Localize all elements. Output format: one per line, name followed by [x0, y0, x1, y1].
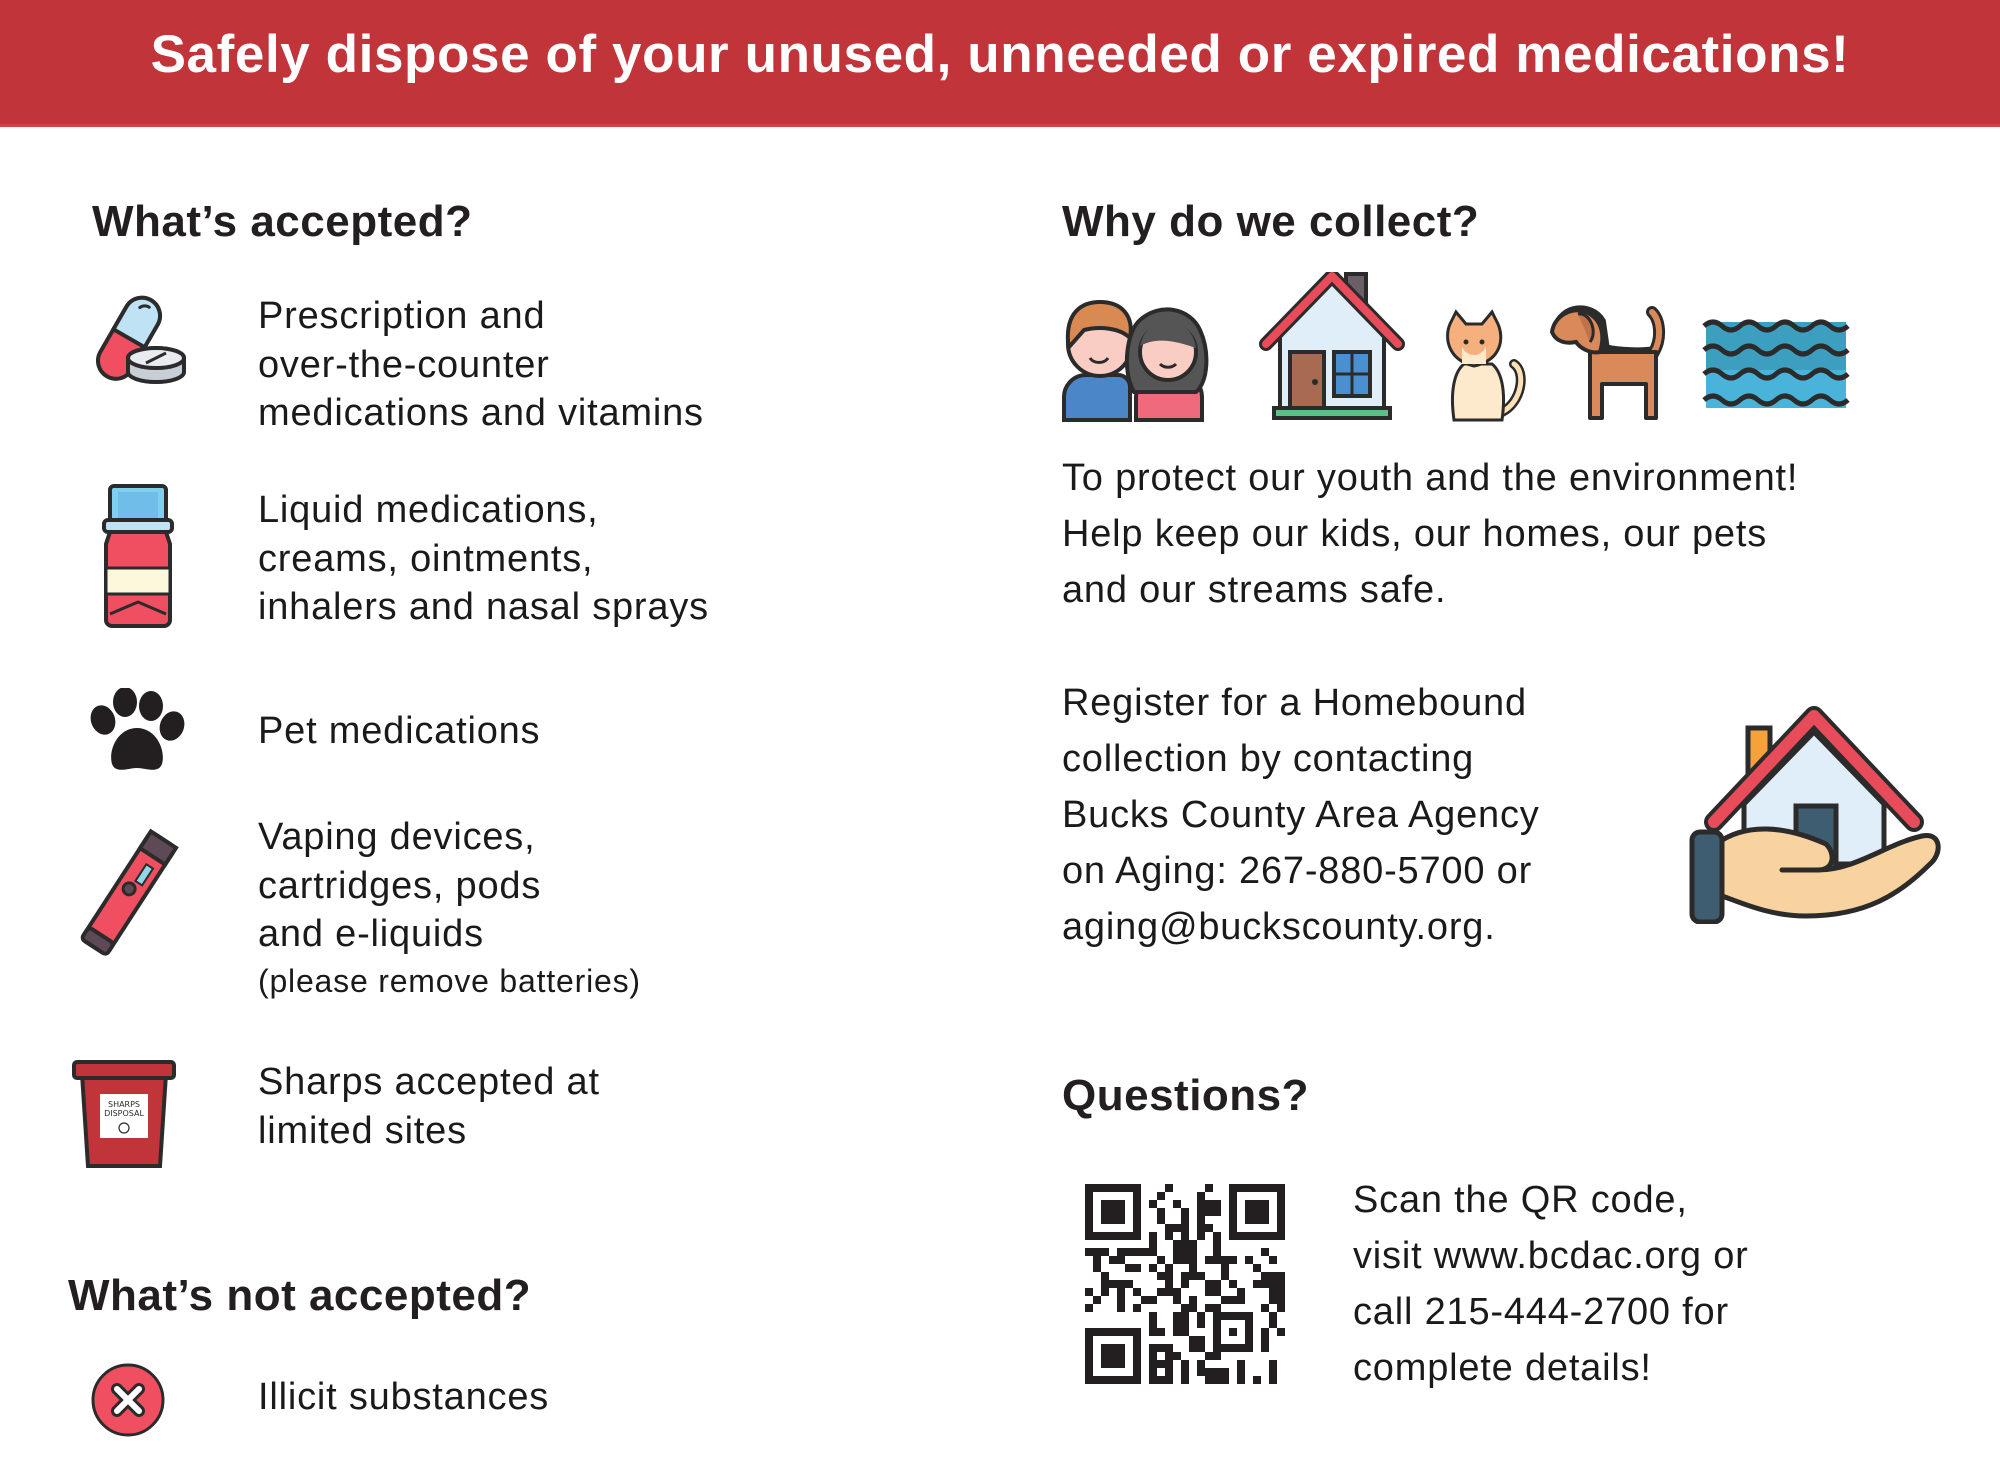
sharps-container-icon — [72, 1058, 176, 1170]
pills-icon — [88, 292, 188, 388]
why-icons-row — [1060, 272, 1860, 422]
why-paragraph: To protect our youth and the environment! Help keep our kids, our homes, our pets and our streams safe. — [1062, 457, 1799, 611]
homebound-paragraph: Register for a Homebound collection by contacting Bucks County Area Agency on Aging: 267-880-5700 or aging@buckscounty.org. — [1062, 682, 1540, 948]
x-circle-icon — [90, 1362, 166, 1438]
svg-text:DISPOSAL: DISPOSAL — [104, 1109, 144, 1118]
header-banner — [0, 0, 2000, 127]
accepted-item-pet-medications: Pet medications — [258, 710, 541, 752]
banner-title: Safely dispose of your unused, unneeded or expired medications! — [150, 25, 1850, 84]
questions-heading: Questions? — [1062, 1071, 1310, 1120]
why-collect-heading: Why do we collect? — [1062, 197, 1480, 246]
liquid-bottle-icon — [100, 484, 176, 628]
whats-accepted-heading: What’s accepted? — [92, 197, 473, 246]
svg-text:SHARPS: SHARPS — [107, 1100, 141, 1109]
whats-not-accepted-heading: What’s not accepted? — [68, 1271, 532, 1320]
qr-code-icon[interactable] — [1085, 1184, 1285, 1384]
battery-note: (please remove batteries) — [258, 962, 641, 999]
house-icon — [1266, 274, 1398, 418]
house-in-hand-icon — [1686, 694, 1942, 924]
accepted-item-liquids: Liquid medications, creams, ointments, inhalers and nasal sprays — [258, 489, 709, 628]
dog-icon — [1552, 310, 1659, 418]
not-accepted-item-illicit: Illicit substances — [258, 1376, 550, 1418]
accepted-item-prescriptions: Prescription and over-the-counter medications and vitamins — [258, 295, 704, 434]
accepted-item-sharps: Sharps accepted at limited sites — [258, 1061, 600, 1152]
water-icon — [1704, 322, 1848, 408]
paw-icon — [88, 688, 186, 774]
questions-paragraph: Scan the QR code, visit www.bcdac.org or call 215-444-2700 for complete details! — [1353, 1179, 1749, 1389]
vape-pen-icon — [72, 826, 188, 960]
kids-icon — [1064, 302, 1206, 420]
accepted-item-vaping: Vaping devices, cartridges, pods and e-liquids (please remove batteries) — [258, 813, 641, 1003]
cat-icon — [1448, 312, 1521, 420]
